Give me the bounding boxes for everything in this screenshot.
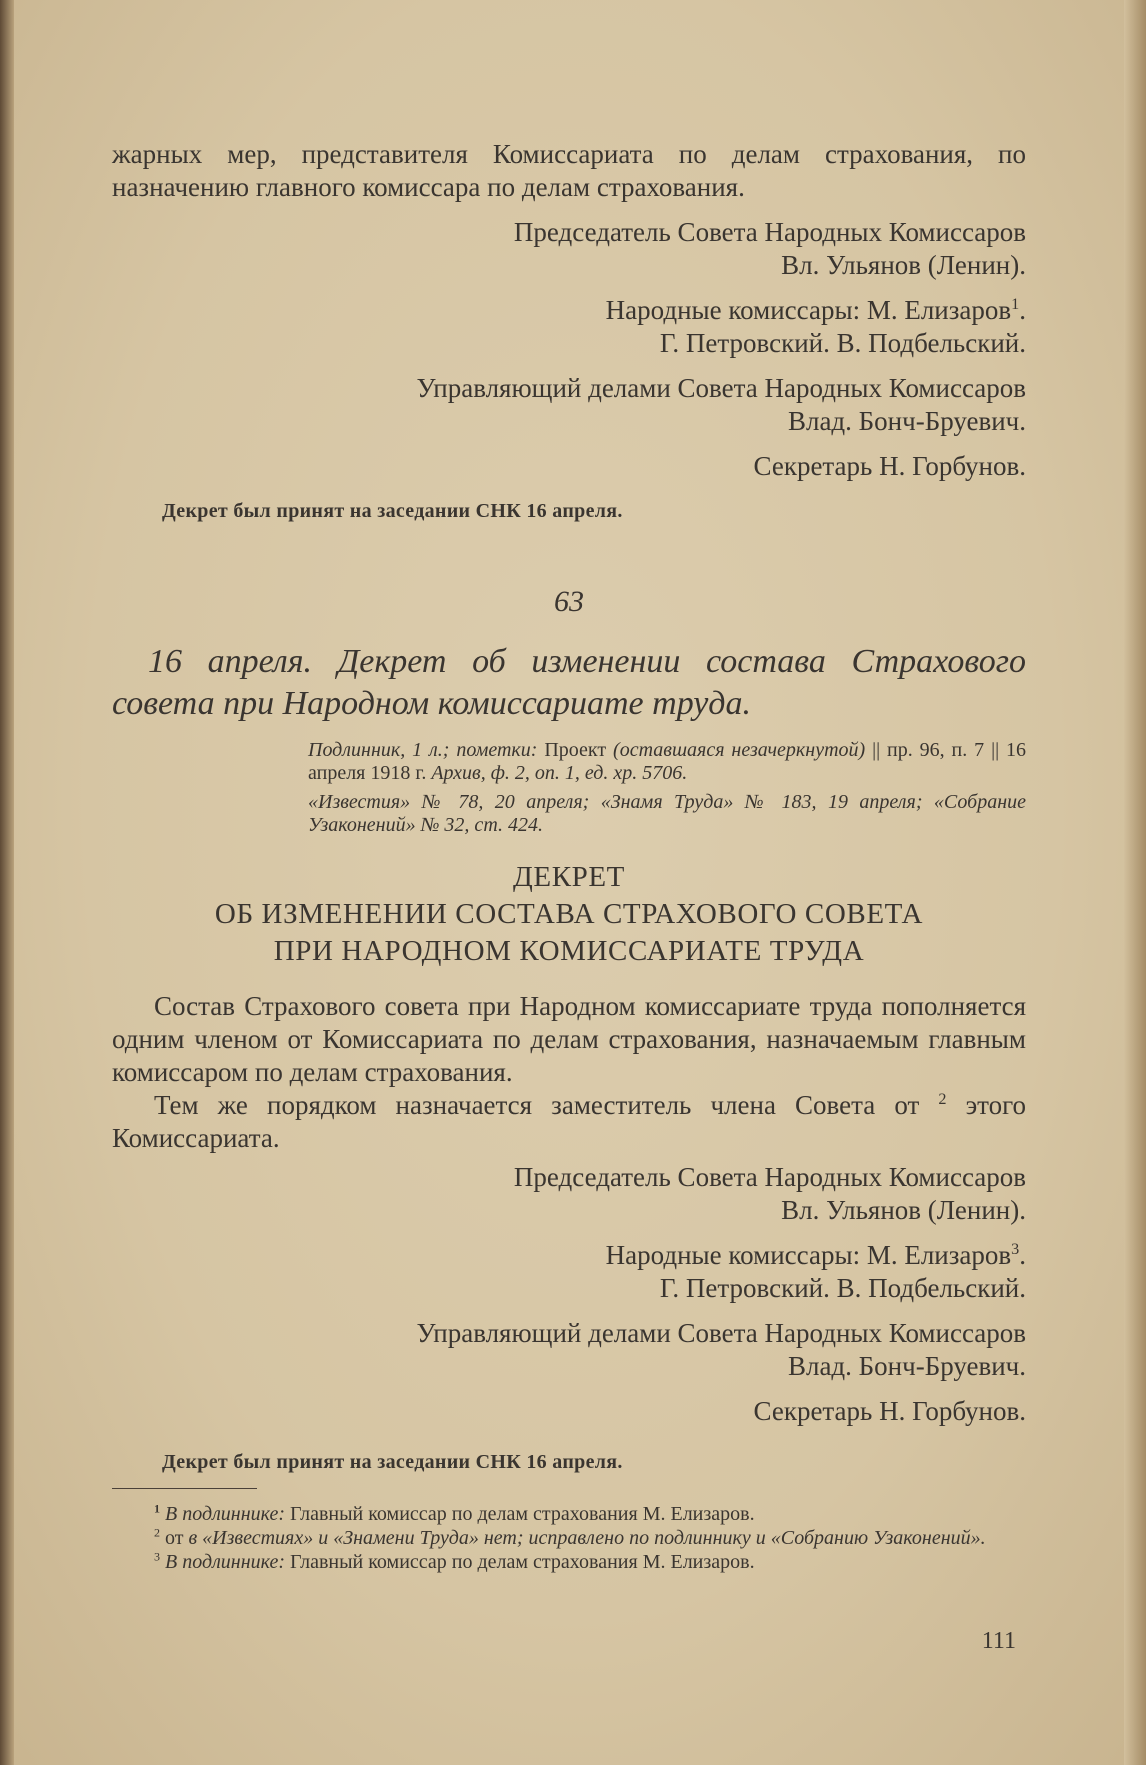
decree-paragraph-2: Тем же порядком назначается заместитель члена Совета от $^2$ этого Комиссариата. <box>112 1090 1027 1153</box>
decree-section <box>112 585 1026 1475</box>
footnote-2: $^2$ от в «Известиях» и «Знамени Труда» нет; исправлено по подлиннику и «Собранию Узаконений». <box>154 1525 986 1549</box>
footnote-ref: 1 <box>1011 295 1020 313</box>
decree-heading: ДЕКРЕТ ОБ ИЗМЕНЕНИИ СОСТАВА СТРАХОВОГО СОВЕТА ПРИ НАРОДНОМ КОМИССАРИАТЕ ТРУДА <box>214 861 924 967</box>
adoption-note: Декрет был принят на заседании СНК 16 апреля. <box>162 1451 623 1473</box>
page-edge <box>1124 0 1146 1765</box>
document-number: 63 <box>554 585 584 618</box>
signature-commissars: Народные комиссары: М. Елизаров$^3$. Г. Петровский. В. Подбельский. <box>605 1240 1026 1303</box>
signature-chairman: Председатель Совета Народных Комиссаров Вл. Ульянов (Ленин). <box>513 1162 1026 1225</box>
continuation-paragraph: жарных мер, представителя Комиссариата по делам страхования, по назначению главного комиссара по делам страхования. <box>112 139 1026 202</box>
signature-chairman: Председатель Совета Народных Комиссаров Вл. Ульянов (Ленин). <box>513 217 1026 280</box>
footnote-ref: 2 <box>938 1090 947 1108</box>
footnote-1: $^1$ В подлиннике: Главный комиссар по делам страхования М. Елизаров. <box>154 1501 755 1525</box>
signature-commissars: Народные комиссары: М. Елизаров$^1$. Г. Петровский. В. Подбельский. <box>605 295 1026 358</box>
page-number: 111 <box>981 1628 1016 1654</box>
source-reference-publications: «Известия» № 78, 20 апреля; «Знамя Труда» № 183, 19 апреля; «Собрание Узаконений» № 32, ст. 424. <box>308 791 1026 836</box>
footnotes <box>112 1502 1026 1574</box>
source-reference-archive: Подлинник, 1 л.; пометки: Проект (оставшаяся незачеркнутой) || пр. 96, п. 7 || 16 апреля 1918 г. Архив, ф. 2, оп. 1, ед. хр. 5706. <box>308 739 1027 784</box>
decree-paragraph-1: Состав Страхового совета при Народном комиссариате труда пополняется одним членом от Комиссариата по делам страхования, назначаемым главным комиссаром по делам страхования. <box>112 991 1026 1087</box>
footnote-ref: 3 <box>1011 1240 1020 1258</box>
signature-secretary: Секретарь Н. Горбунов. <box>753 451 1026 481</box>
adoption-note: Декрет был принят на заседании СНК 16 апреля. <box>162 500 623 522</box>
document-title: 16 апреля. Декрет об изменении состава Страхового совета при Народном комиссариате труда. <box>112 643 1026 722</box>
page-binding-shadow <box>0 0 14 1765</box>
footnote-3: $^3$ В подлиннике: Главный комиссар по делам страхования М. Елизаров. <box>154 1549 755 1573</box>
signature-secretary: Секретарь Н. Горбунов. <box>753 1396 1026 1426</box>
footnote-rule <box>112 1488 257 1489</box>
previous-decree-ending <box>112 138 1026 524</box>
signature-manager: Управляющий делами Совета Народных Комиссаров Влад. Бонч-Бруевич. <box>416 373 1026 436</box>
signature-manager: Управляющий делами Совета Народных Комиссаров Влад. Бонч-Бруевич. <box>416 1318 1026 1381</box>
